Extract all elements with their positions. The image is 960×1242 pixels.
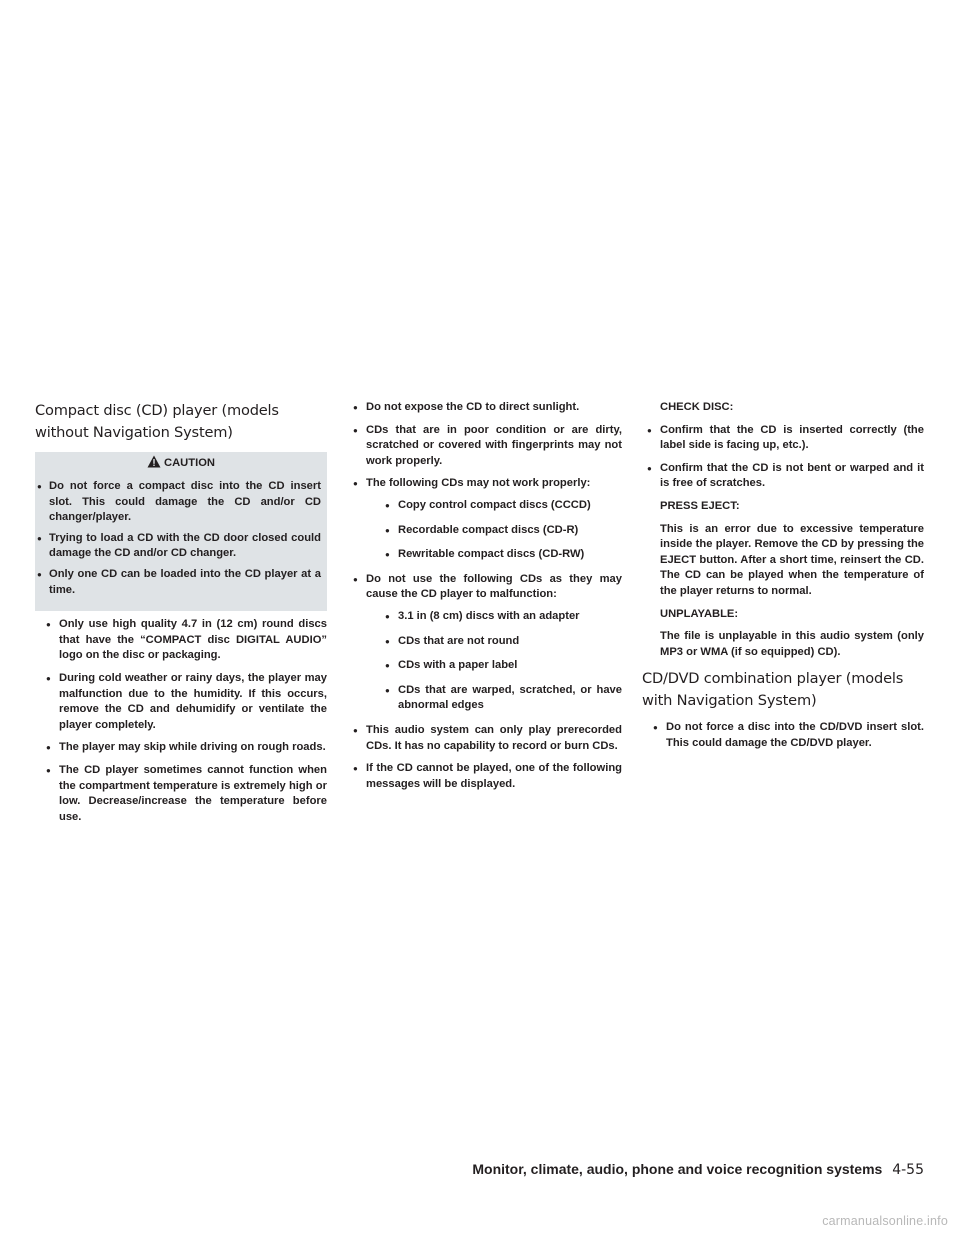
bullet-item: ● Do not expose the CD to direct sunlight.: [348, 400, 622, 416]
bullet-item: ● Confirm that the CD is inserted correctly (the label side is facing up, etc.).: [642, 423, 924, 454]
sub-bullet-item: ● CDs with a paper label: [380, 658, 622, 674]
page-number: 4-55: [892, 1162, 924, 1178]
watermark: carmanualsonline.info: [822, 1214, 948, 1228]
bullet-item: ● Do not force a disc into the CD/DVD insert slot. This could damage the CD/DVD player.: [648, 720, 924, 751]
caution-item: ● Do not force a compact disc into the CD insert slot. This could damage the CD and/or CD changer/player.: [35, 479, 327, 526]
caution-title: CAUTION: [164, 457, 215, 469]
bullet-item: ● Only use high quality 4.7 in (12 cm) round discs that have the “COMPACT disc DIGITAL AUDIO” logo on the disc or packaging.: [41, 617, 327, 664]
bullet-item: [348, 572, 622, 714]
bullet-item: ● CDs that are in poor condition or are dirty, scratched or covered with fingerprints may not work properly.: [348, 423, 622, 470]
footer-section-title: Monitor, climate, audio, phone and voice recognition systems: [472, 1161, 883, 1177]
press-eject-label: PRESS EJECT:: [660, 499, 740, 512]
section-heading-cd-dvd-player: CD/DVD combination player (models with Navigation System): [642, 670, 904, 710]
sub-list: [380, 609, 622, 714]
bullet-item: [348, 476, 622, 562]
sub-bullet-item: ● Copy control compact discs (CCCD): [380, 498, 622, 514]
bullet-text: Do not use the following CDs as they may cause the CD player to malfunction:: [366, 572, 622, 601]
sub-list: [380, 498, 622, 563]
section-heading-cd-player: Compact disc (CD) player (models without Navigation System): [35, 402, 279, 441]
column-1: [35, 400, 327, 832]
caution-header: [35, 455, 327, 472]
sub-bullet-item: ● Rewritable compact discs (CD-RW): [380, 547, 622, 563]
page-footer: [472, 1160, 924, 1179]
bullet-item: ● Confirm that the CD is not bent or warped and it is free of scratches.: [642, 461, 924, 492]
unplayable-text: The file is unplayable in this audio system (only MP3 or WMA (if so equipped) CD).: [660, 630, 924, 658]
press-eject-text: This is an error due to excessive temperature inside the player. Remove the CD by pressing the EJECT button. After a short time, reinsert the CD. The CD can be played when the temperature of the player returns to normal.: [660, 522, 924, 597]
warning-triangle-icon: [147, 455, 161, 472]
bullet-item: ● The player may skip while driving on rough roads.: [41, 740, 327, 756]
sub-bullet-item: ● 3.1 in (8 cm) discs with an adapter: [380, 609, 622, 625]
sub-bullet-item: ● Recordable compact discs (CD-R): [380, 523, 622, 539]
bullet-item: ● The CD player sometimes cannot function when the compartment temperature is extremely high or low. Decrease/increase the temperature before use.: [41, 763, 327, 825]
unplayable-label: UNPLAYABLE:: [660, 607, 739, 620]
bullet-item: ● This audio system can only play prerecorded CDs. It has no capability to record or burn CDs.: [348, 723, 622, 754]
caution-item: ● Trying to load a CD with the CD door closed could damage the CD and/or CD changer.: [35, 531, 327, 562]
bullet-item: ● If the CD cannot be played, one of the following messages will be displayed.: [348, 761, 622, 792]
sub-bullet-item: ● CDs that are warped, scratched, or have abnormal edges: [380, 683, 622, 714]
caution-box: [35, 452, 327, 611]
column-3: [642, 400, 924, 759]
sub-bullet-item: ● CDs that are not round: [380, 634, 622, 650]
check-disc-label: CHECK DISC:: [660, 401, 734, 413]
bullet-text: The following CDs may not work properly:: [366, 477, 591, 490]
bullet-item: ● During cold weather or rainy days, the player may malfunction due to the humidity. If this occurs, remove the CD and dehumidify or ventilate the player completely.: [41, 671, 327, 733]
column-2: [348, 400, 622, 799]
caution-item: ● Only one CD can be loaded into the CD player at a time.: [35, 567, 327, 598]
